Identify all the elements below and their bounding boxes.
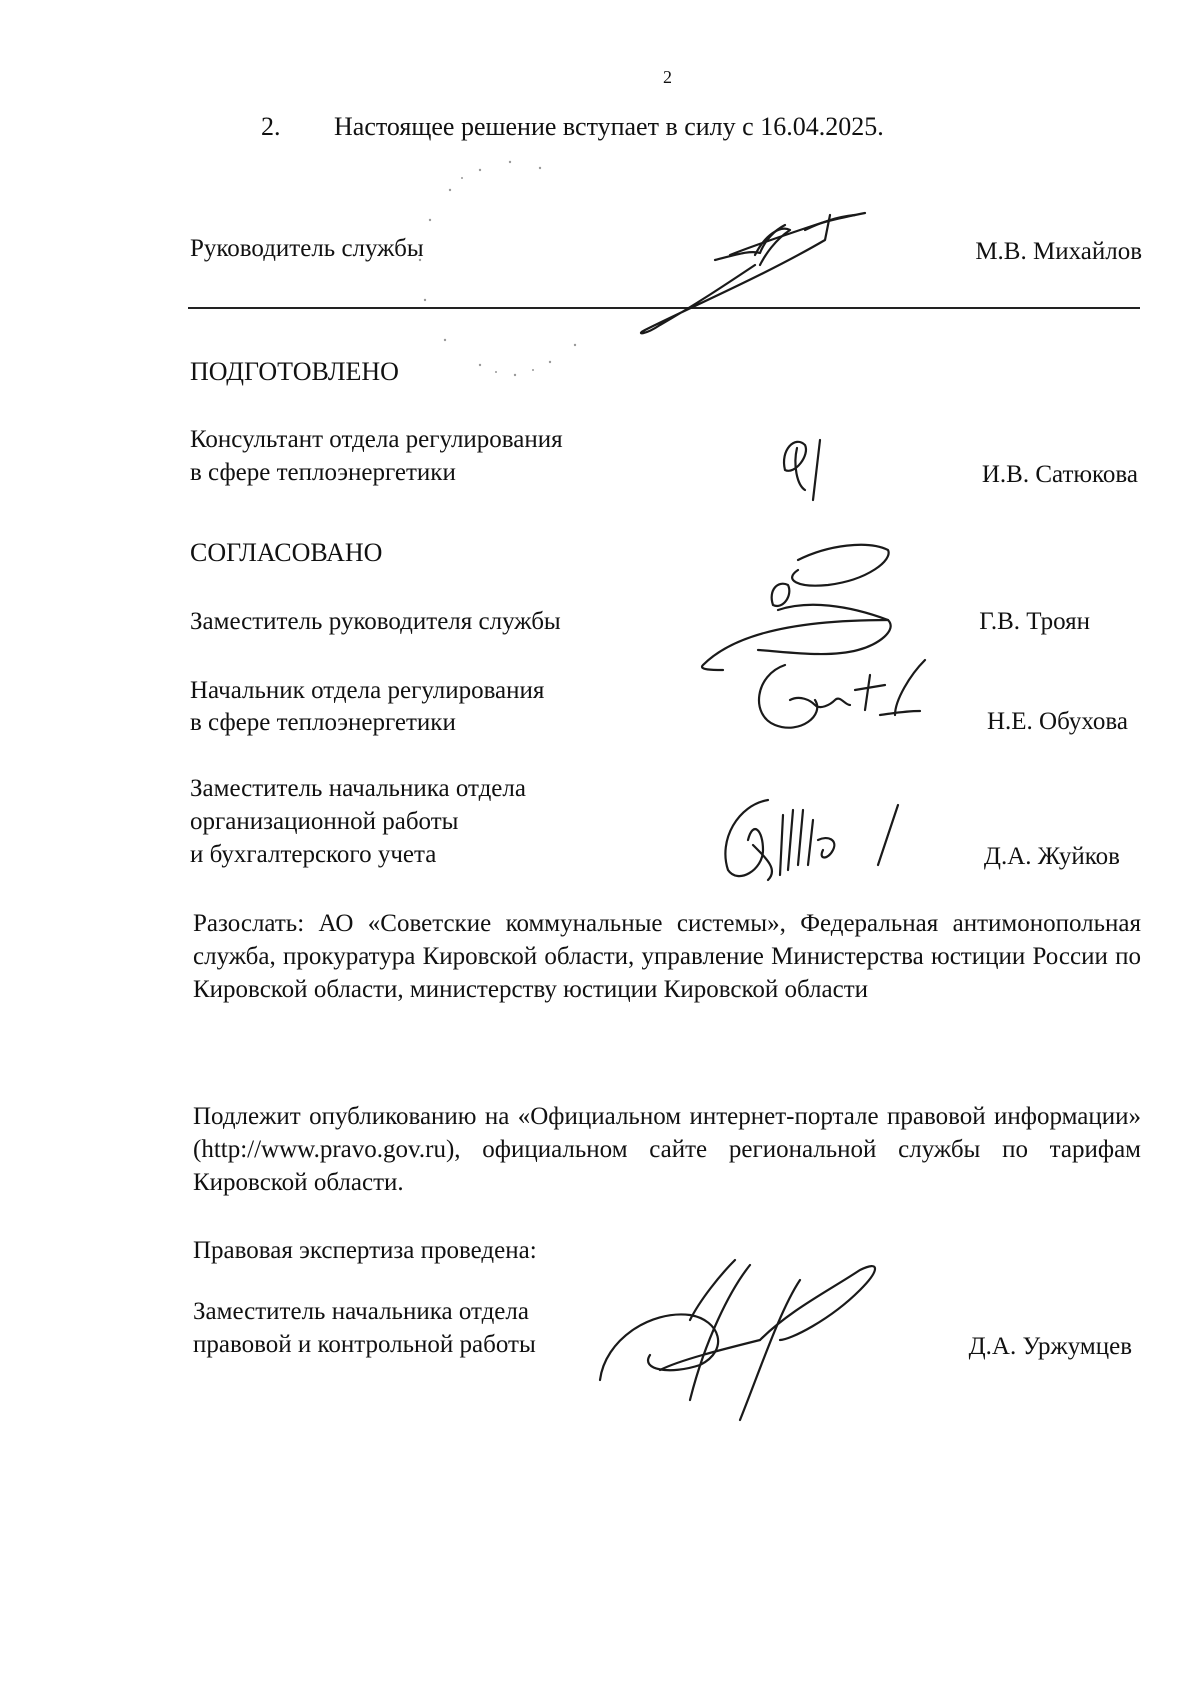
- prepared-position-2: в сфере теплоэнергетики: [190, 459, 456, 486]
- item-text: Настоящее решение вступает в силу с 16.04.2025.: [334, 112, 884, 141]
- legal-review-signature: [590, 1250, 930, 1420]
- agreed-2-name: Н.Е. Обухова: [986, 708, 1128, 735]
- stamp-trace: [400, 150, 600, 390]
- legal-review-name: Д.А. Уржумцев: [968, 1333, 1132, 1360]
- agreed-heading: СОГЛАСОВАНО: [190, 538, 383, 567]
- agreed-1-name: Г.В. Троян: [979, 608, 1090, 635]
- head-position: Руководитель службы: [190, 235, 424, 262]
- page-number: 2: [663, 67, 672, 87]
- prepared-heading: ПОДГОТОВЛЕНО: [190, 357, 399, 386]
- agreed-2-signature: [745, 645, 945, 755]
- head-signature: [615, 195, 915, 345]
- legal-review-heading: Правовая экспертиза проведена:: [193, 1237, 537, 1264]
- prepared-position-1: Консультант отдела регулирования: [190, 426, 563, 453]
- agreed-2-position-2: в сфере теплоэнергетики: [190, 709, 456, 736]
- legal-review-position-1: Заместитель начальника отдела: [193, 1298, 529, 1325]
- head-name: М.В. Михайлов: [975, 238, 1142, 265]
- agreed-3-position-3: и бухгалтерского учета: [190, 841, 437, 868]
- publication-paragraph: Подлежит опубликованию на «Официальном интернет-портале правовой информации» (http://www.pravo.gov.ru), официальном сайте региональной службы по тарифам Кировской области.: [193, 1103, 1141, 1196]
- agreed-3-position-2: организационной работы: [190, 808, 459, 835]
- agreed-1-position: Заместитель руководителя службы: [190, 608, 561, 635]
- agreed-2-position-1: Начальник отдела регулирования: [190, 677, 545, 704]
- agreed-3-name: Д.А. Жуйков: [983, 843, 1120, 870]
- distribution-paragraph: Разослать: АО «Советские коммунальные системы», Федеральная антимонопольная служба, прокуратура Кировской области, управление Министерства юстиции России по Кировской области, министерству юстиции Кировской области: [193, 910, 1141, 1003]
- prepared-signature: [775, 430, 845, 510]
- legal-review-position-2: правовой и контрольной работы: [193, 1331, 536, 1358]
- agreed-3-signature: [708, 790, 918, 890]
- item-number: 2.: [261, 112, 281, 141]
- prepared-name: И.В. Сатюкова: [981, 461, 1138, 488]
- agreed-3-position-1: Заместитель начальника отдела: [190, 775, 526, 802]
